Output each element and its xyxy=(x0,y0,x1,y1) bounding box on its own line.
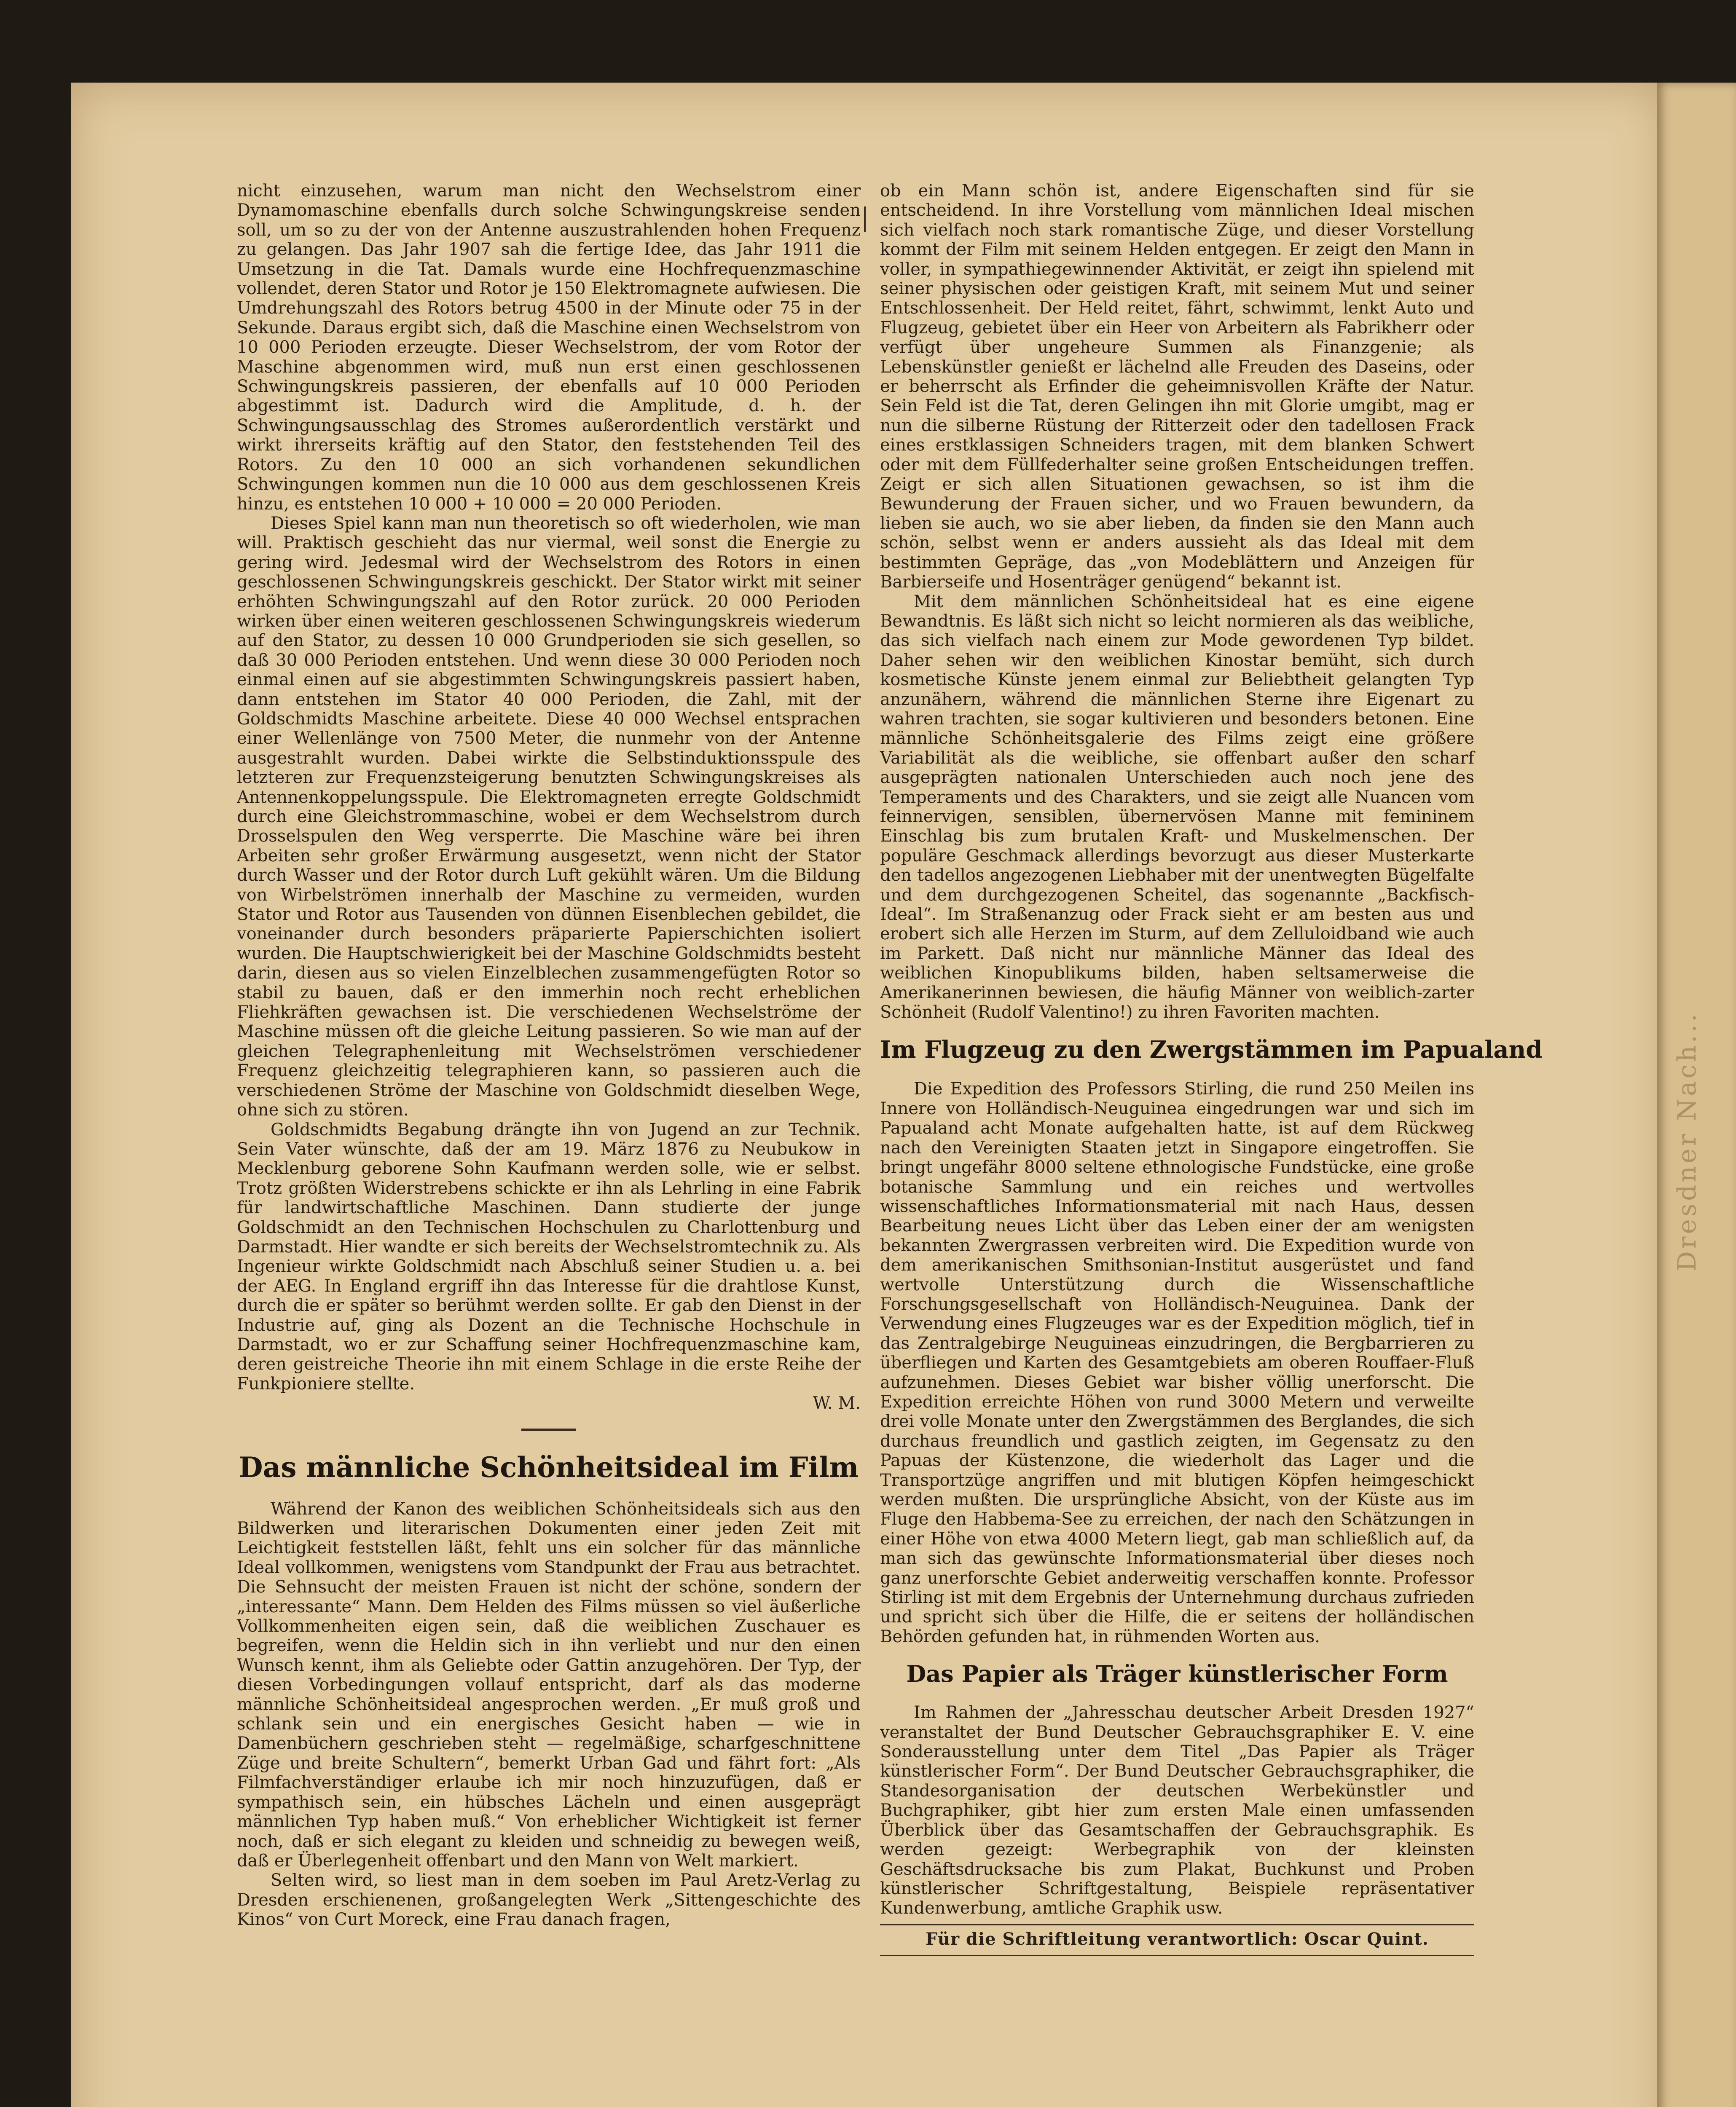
right-column xyxy=(880,181,1543,2044)
footer-rule xyxy=(880,1924,1474,1925)
section-divider xyxy=(521,1429,576,1431)
article-headline: Das Papier als Träger künstlerischer Form xyxy=(906,1660,1448,1688)
article-headline: Das männliche Schönheitsideal im Film xyxy=(239,1450,859,1484)
article-paragraph: ob ein Mann schön ist, andere Eigenschaften sind für sie entscheidend. In ihre Vorstellung vom männlichen Ideal mischen sich vielfach noch stark romantische Züge, und dieser Vorstellung kommt der Film mit seinem Helden entgegen. Er zeigt den Mann in voller, in sympathiegewinnender Aktivität, er zeigt ihn spielend mit seiner physischen oder geistigen Kraft, mit seinem Mut und seiner Entschlossenheit. Der Held reitet, fährt, schwimmt, lenkt Auto und Flugzeug, gebietet über ein Heer von Arbeitern als Fabrikherr oder verfügt über ungeheure Summen als Finanzgenie; als Lebenskünstler genießt er lächelnd alle Freuden des Daseins, oder er beherrscht als Erfinder die geheimnisvollen Kräfte der Natur. Sein Feld ist die Tat, deren Gelingen ihn mit Glorie umgibt, mag er nun die silberne Rüstung der Ritterzeit oder den tadellosen Frack eines erstklassigen Schneiders tragen, mit dem blanken Schwert oder mit dem Füllfederhalter seine großen Entscheidungen treffen. Zeigt er sich allen Situationen gewachsen, so ist ihm die Bewunderung der Frauen sicher, und wo Frauen bewundern, da lieben sie auch, wo sie aber lieben, da finden sie den Mann auch schön, selbst wenn er anders aussieht als das Ideal mit dem bestimmten Gepräge, das „von Modeblättern und Anzeigen für Barbierseife und Hosenträger genügend“ bekannt ist. xyxy=(880,181,1474,592)
column-divider xyxy=(864,206,866,232)
article-paragraph: Selten wird, so liest man in dem soeben im Paul Aretz-Verlag zu Dresden erschienenen, großangelegten Werk „Sittengeschichte des Kinos“ von Curt Moreck, eine Frau danach fragen, xyxy=(237,1871,861,1930)
author-signature: W. M. xyxy=(813,1394,861,1413)
footer-rule xyxy=(880,1955,1474,1956)
article-paragraph: Dieses Spiel kann man nun theoretisch so oft wiederholen, wie man will. Praktisch geschieht das nur viermal, weil sonst die Energie zu gering wird. Jedesmal wird der Wechselstrom des Rotors in einen geschlossenen Schwingungskreis geschickt. Der Stator wirkt mit seiner erhöhten Schwingungszahl auf den Rotor zurück. 20 000 Perioden wirken über einen weiteren geschlossenen Schwingungskreis wiederum auf den Stator, zu dessen 10 000 Grundperioden sie sich gesellen, so daß 30 000 Perioden entstehen. Und wenn diese 30 000 Perioden noch einmal einen auf sie abgestimmten Schwingungskreis passiert haben, dann entstehen im Stator 40 000 Perioden, die Zahl, mit der Goldschmidts Maschine arbeitete. Diese 40 000 Wechsel entsprachen einer Wellenlänge von 7500 Meter, die nunmehr von der Antenne ausgestrahlt wurden. Dabei wirkte die Selbstinduktionsspule des letzteren zur Frequenzsteigerung benutzten Schwingungskreises als Antennenkoppelungsspule. Die Elektromagneten erregte Goldschmidt durch eine Gleichstrommaschine, wobei er dem Wechselstrom durch Drosselspulen den Weg versperrte. Die Maschine wäre bei ihren Arbeiten sehr großer Erwärmung ausgesetzt, wenn nicht der Stator durch Wasser und der Rotor durch Luft gekühlt wären. Um die Bildung von Wirbelströmen innerhalb der Maschine zu vermeiden, wurden Stator und Rotor aus Tausenden von dünnen Eisenblechen gebildet, die voneinander durch besonders präparierte Papierschichten isoliert wurden. Die Hauptschwierigkeit bei der Maschine Goldschmidts besteht darin, diesen aus so vielen Einzelblechen zusammengefügten Rotor so stabil zu bauen, daß er den immerhin noch recht erheblichen Fliehkräften gewachsen ist. Die verschiedenen Wechselströme der Maschine müssen oft die gleiche Leitung passieren. So wie man auf der gleichen Telegraphenleitung mit Wechselströmen verschiedener Frequenz gleichzeitig telegraphieren kann, so passieren auch die verschiedenen Ströme der Maschine von Goldschmidt dieselben Wege, ohne sich zu stören. xyxy=(237,513,861,1120)
article-headline: Im Flugzeug zu den Zwergstämmen im Papualand xyxy=(880,1036,1543,1064)
article-paragraph: Im Rahmen der „Jahresschau deutscher Arbeit Dresden 1927“ veranstaltet der Bund Deutscher Gebrauchsgraphiker E. V. eine Sonderausstellung unter dem Titel „Das Papier als Träger künstlerischer Form“. Der Bund Deutscher Gebrauchsgraphiker, die Standesorganisation der deutschen Werbekünstler und Buchgraphiker, gibt hier zum ersten Male einen umfassenden Überblick über das Gesamtschaffen der Gebrauchsgraphik. Es werden gezeigt: Werbegraphik von der kleinsten Geschäftsdrucksache bis zum Plakat, Buchkunst und Proben künstlerischer Schriftgestaltung, Beispiele repräsentativer Kundenwerbung, amtliche Graphik usw. xyxy=(880,1703,1474,1918)
adjacent-page-text: Dresdner Nach... xyxy=(1672,1011,1702,1272)
article-paragraph: Goldschmidts Begabung drängte ihn von Jugend an zur Technik. Sein Vater wünschte, daß der am 19. März 1876 zu Neubukow in Mecklenburg geborene Sohn Kaufmann werden solle, wie er selbst. Trotz größten Widerstrebens schickte er ihn als Lehrling in eine Fabrik für landwirtschaftliche Maschinen. Dann studierte der junge Goldschmidt an den Technischen Hochschulen zu Charlottenburg und Darmstadt. Hier wandte er sich bereits der Wechselstromtechnik zu. Als Ingenieur wirkte Goldschmidt nach Abschluß seiner Studien u. a. bei der AEG. In England ergriff ihn das Interesse für die drahtlose Kunst, durch die er später so berühmt werden sollte. Er gab den Dienst in der Industrie auf, ging als Dozent an die Technische Hochschule in Darmstadt, wo er zur Schaffung seiner Hochfrequenzmaschine kam, deren geistreiche Theorie ihn mit einem Schlage in die erste Reihe der Funkpioniere stellte. xyxy=(237,1120,861,1394)
article-paragraph: Mit dem männlichen Schönheitsideal hat es eine eigene Bewandtnis. Es läßt sich nicht so leicht normieren als das weibliche, das sich vielfach nach einem zur Mode gewordenen Typ bildet. Daher sehen wir den weiblichen Kinostar bemüht, sich durch kosmetische Künste jenem einmal zur Beliebtheit gelangten Typ anzunähern, während die männlichen Sterne ihre Eigenart zu wahren trachten, sie sogar kultivieren und besonders betonen. Eine männliche Schönheitsgalerie des Films zeigt eine größere Variabilität als die weibliche, sie offenbart außer den scharf ausgeprägten nationalen Unterschieden auch noch jene des Temperaments und des Charakters, und sie zeigt alle Nuancen vom feinnervigen, sensiblen, übernervösen Manne mit femininem Einschlag bis zum brutalen Kraft- und Muskelmenschen. Der populäre Geschmack allerdings bevorzugt aus dieser Musterkarte den tadellos angezogenen Liebhaber mit der unentwegten Bügelfalte und dem durchgezogenen Scheitel, das sogenannte „Backfisch-Ideal“. Im Straßenanzug oder Frack sieht er am besten aus und erobert sich alle Herzen im Sturm, auf dem Zelluloidband wie auch im Parkett. Daß nicht nur männliche Männer das Ideal des weiblichen Kinopublikums bilden, haben seltsamerweise die Amerikanerinnen bewiesen, die häufig Männer von weiblich-zarter Schönheit (Rudolf Valentino!) zu ihren Favoriten machten. xyxy=(880,592,1474,1022)
article-paragraph: Die Expedition des Professors Stirling, die rund 250 Meilen ins Innere von Holländisch-Neuguinea eingedrungen war und sich im Papualand acht Monate aufgehalten hatte, ist auf dem Rückweg nach den Vereinigten Staaten jetzt in Singapore eingetroffen. Sie bringt ungefähr 8000 seltene ethnologische Fundstücke, eine große botanische Sammlung und ein reiches und wertvolles wissenschaftliches Informationsmaterial mit nach Haus, dessen Bearbeitung neues Licht über das Leben einer der am wenigsten bekannten Zwergrassen verbreiten wird. Die Expedition wurde von dem amerikanischen Smithsonian-Institut ausgerüstet und fand wertvolle Unterstützung durch die Wissenschaftliche Forschungsgesellschaft von Holländisch-Neuguinea. Dank der Verwendung eines Flugzeuges war es der Expedition möglich, tief in das Zentralgebirge Neuguineas einzudringen, die Bergbarrieren zu überfliegen und Karten des Gesamtgebiets am oberen Rouffaer-Fluß aufzunehmen. Dieses Gebiet war bisher völlig unerforscht. Die Expedition erreichte Höhen von rund 3000 Metern und verweilte drei volle Monate unter den Zwergstämmen des Berglandes, die sich durchaus freundlich und gastlich zeigten, im Gegensatz zu den Papuas der Küstenzone, die wiederholt das Lager und die Transportzüge angriffen und mit blutigen Köpfen heimgeschickt werden mußten. Die ursprüngliche Absicht, von der Küste aus im Fluge den Habbema-See zu erreichen, der nach den Schätzungen in einer Höhe von etwa 4000 Metern liegt, gab man schließlich auf, da man sich das gewünschte Informationsmaterial über dieses noch ganz unerforschte Gebiet anderweitig verschaffen konnte. Professor Stirling ist mit dem Ergebnis der Unternehmung durchaus zufrieden und spricht sich über die Hilfe, die er seitens der holländischen Behörden gefunden hat, in rühmenden Worten aus. xyxy=(880,1079,1474,1646)
editor-credit: Für die Schriftleitung verantwortlich: Oscar Quint. xyxy=(926,1929,1429,1949)
article-paragraph: Während der Kanon des weiblichen Schönheitsideals sich aus den Bildwerken und literarischen Dokumenten einer jeden Zeit mit Leichtigkeit feststellen läßt, fehlt uns ein solcher für das männliche Ideal vollkommen, wenigstens vom Standpunkt der Frau aus betrachtet. Die Sehnsucht der meisten Frauen ist nicht der schöne, sondern der „interessante“ Mann. Dem Helden des Films müssen so viel äußerliche Vollkommenheiten eigen sein, daß die weiblichen Zuschauer es begreifen, wenn die Heldin sich in ihn verliebt und nur den einen Wunsch kennt, ihm als Geliebte oder Gattin anzugehören. Der Typ, der diesen Vorbedingungen vollauf entspricht, darf als das moderne männliche Schönheitsideal angesprochen werden. „Er muß groß und schlank sein und ein energisches Gesicht haben — wie in Damenbüchern geschrieben steht — regelmäßige, scharfgeschnittene Züge und breite Schultern“, bemerkt Urban Gad und fährt fort: „Als Filmfachverständiger erlaube ich mir noch hinzuzufügen, daß er sympathisch sein, ein hübsches Lächeln und einen ausgeprägt männlichen Typ haben muß.“ Von erheblicher Wichtigkeit ist ferner noch, daß er sich elegant zu kleiden und schneidig zu bewegen weiß, daß er Überlegenheit offenbart und den Mann von Welt markiert. xyxy=(237,1499,861,1871)
left-column xyxy=(237,181,861,2044)
article-paragraph: nicht einzusehen, warum man nicht den Wechselstrom einer Dynamomaschine ebenfalls durch solche Schwingungskreise senden soll, um so zu der von der Antenne auszustrahlenden hohen Frequenz zu gelangen. Das Jahr 1907 sah die fertige Idee, das Jahr 1911 die Umsetzung in die Tat. Damals wurde eine Hochfrequenzmaschine vollendet, deren Stator und Rotor je 150 Elektromagnete aufwiesen. Die Umdrehungszahl des Rotors betrug 4500 in der Minute oder 75 in der Sekunde. Daraus ergibt sich, daß die Maschine einen Wechselstrom von 10 000 Perioden erzeugte. Dieser Wechselstrom, der vom Rotor der Maschine abgenommen wird, muß nun erst einen geschlossenen Schwingungskreis passieren, der ebenfalls auf 10 000 Perioden abgestimmt ist. Dadurch wird die Amplitude, d. h. der Schwingungsausschlag des Stromes außerordentlich verstärkt und wirkt ihrerseits kräftig auf den Stator, den feststehenden Teil des Rotors. Zu den 10 000 an sich vorhandenen sekundlichen Schwingungen kommen nun die 10 000 aus dem geschlossenen Kreis hinzu, es entstehen 10 000 + 10 000 = 20 000 Perioden. xyxy=(237,181,861,514)
